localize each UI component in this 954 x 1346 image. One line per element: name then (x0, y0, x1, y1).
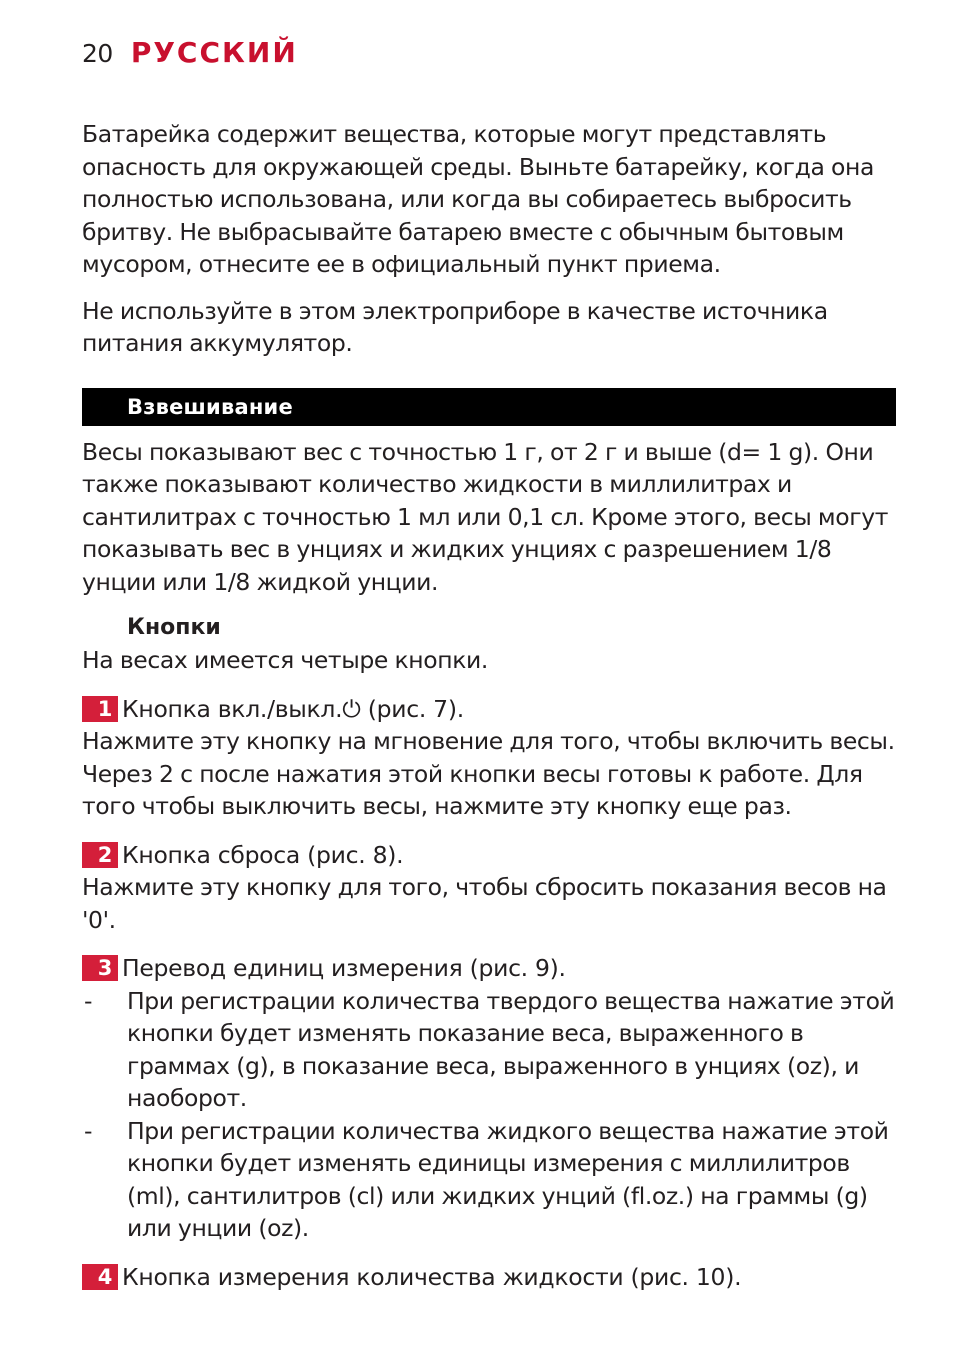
button-item-4-title: Кнопка измерения количества жидкости (рис. 10). (122, 1262, 742, 1291)
number-badge-2: 2 (82, 842, 118, 868)
button-item-4-heading (82, 1261, 900, 1294)
button-item-3-title: Перевод единиц измерения (рис. 9). (122, 954, 566, 982)
button-item-2-title: Кнопка сброса (рис. 8). (122, 840, 404, 869)
list-item (82, 985, 900, 1115)
page-number: 20 (82, 39, 113, 68)
bullet-marker: - (84, 986, 93, 1015)
button-item-2-heading (82, 839, 900, 872)
page-content (82, 118, 900, 1293)
buttons-intro: На весах имеется четыре кнопки. (82, 646, 488, 674)
number-badge-3: 3 (82, 955, 118, 981)
subheading-buttons: Кнопки (127, 615, 221, 640)
button-item-1-title: Кнопка вкл./выкл.⏻ (рис. 7). (122, 694, 464, 723)
section-heading-weighing: Взвешивание (82, 388, 896, 426)
bullet-text-2: При регистрации количества жидкого вещества нажатие этой кнопки будет изменять единицы измерения с миллилитров (ml), сантилитров (cl) или жидких унций (fl.oz.) на граммы (g) или унции (oz). (127, 1116, 889, 1242)
number-badge-1: 1 (82, 696, 118, 722)
button-item-3-heading (82, 952, 900, 985)
list-item (82, 1115, 900, 1245)
bullet-marker: - (84, 1116, 93, 1145)
button-item-1-heading (82, 693, 900, 726)
button-item-2-text: Нажмите эту кнопку для того, чтобы сбросить показания весов на '0'. (82, 873, 887, 934)
page-header (82, 36, 298, 69)
button-item-1-text: Нажмите эту кнопку на мгновение для того, чтобы включить весы. Через 2 с после нажатия этой кнопки весы готовы к работе. Для того чтобы выключить весы, нажмите эту кнопку еще раз. (82, 727, 895, 820)
language-title: РУССКИЙ (130, 36, 298, 69)
accumulator-paragraph: Не используйте в этом электроприборе в качестве источника питания аккумулятор. (82, 296, 828, 357)
bullet-text-1: При регистрации количества твердого вещества нажатие этой кнопки будет изменять показание веса, выраженного в граммах (g), в показание веса, выраженного в унциях (oz), и наоборот. (127, 986, 895, 1112)
battery-paragraph: Батарейка содержит вещества, которые могут представлять опасность для окружающей среды. Выньте батарейку, когда она полностью использована, или когда вы собираетесь выбросить бритву. Не выбрасывайте батарею вместе с обычным бытовым мусором, отнесите ее в официальный пункт приема. (82, 120, 874, 278)
weighing-description: Весы показывают вес с точностью 1 г, от 2 г и выше (d= 1 g). Они также показывают количество жидкости в миллилитрах и сантилитрах с точностью 1 мл или 0,1 сл. Кроме этого, весы могут показывать вес в унциях и жидких унциях с разрешением 1/8 унции или 1/8 жидкой унции. (82, 437, 888, 596)
number-badge-4: 4 (82, 1264, 118, 1290)
